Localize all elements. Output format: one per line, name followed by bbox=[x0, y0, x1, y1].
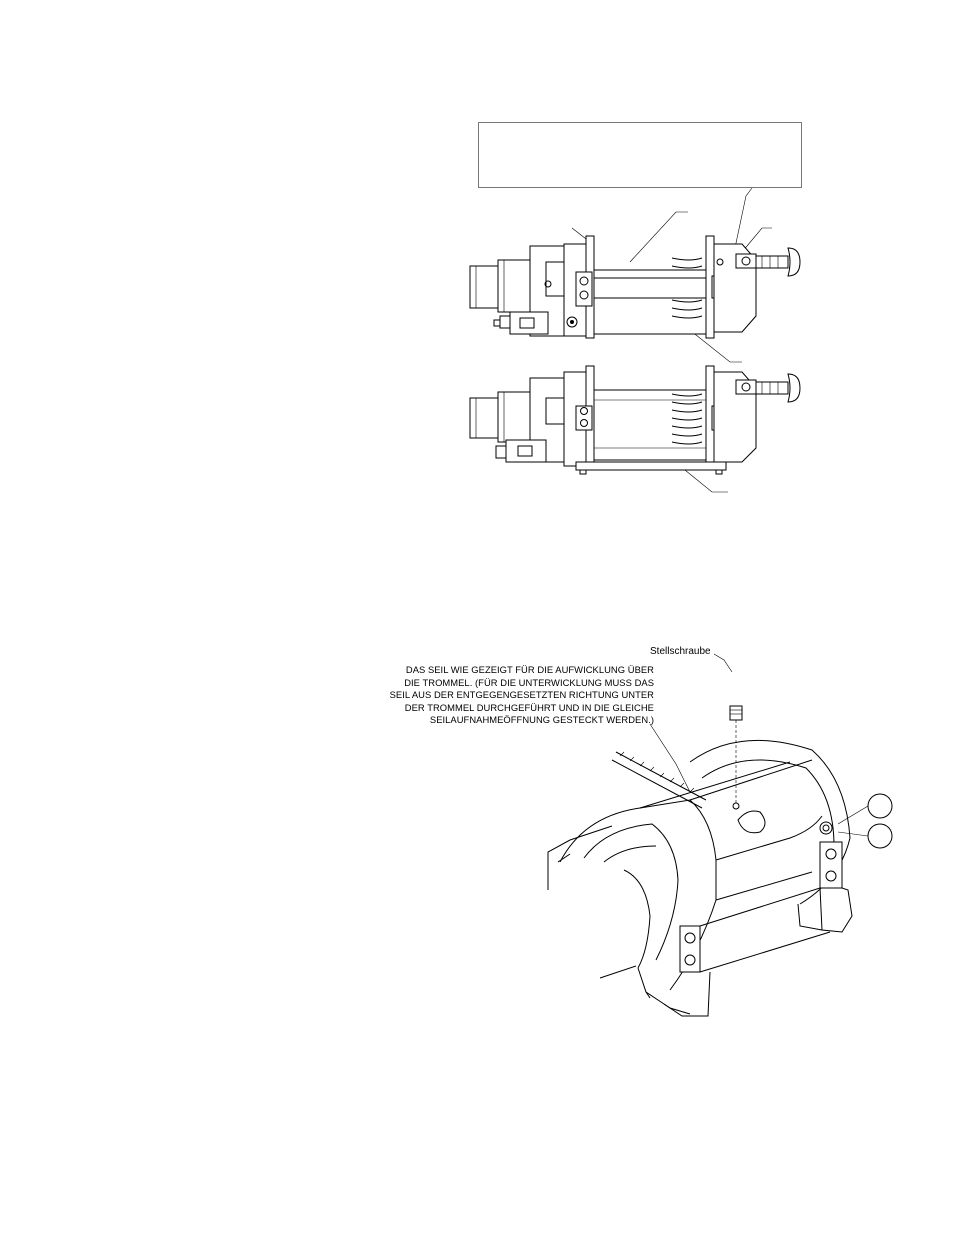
winch-side-view-lower bbox=[470, 366, 800, 492]
callout-circle-1 bbox=[868, 794, 892, 818]
rope-instruction-line-3: SEIL AUS DER ENTGEGENGESETZTEN RICHTUNG UNTER bbox=[389, 689, 654, 701]
set-screw-label: Stellschraube bbox=[650, 646, 711, 657]
winch-side-view-upper bbox=[470, 188, 800, 362]
rope-instruction-note bbox=[340, 664, 654, 727]
set-screw-icon bbox=[730, 706, 742, 720]
rope-anchor-opening bbox=[738, 811, 765, 833]
rope-instruction-line-4: DER TROMMEL DURCHGEFÜHRT UND IN DIE GLEICHE bbox=[404, 701, 654, 713]
rope-instruction-line-5: SEILAUFNAHMEÖFFNUNG GESTECKT WERDEN.) bbox=[429, 714, 654, 726]
callout-circle-2 bbox=[868, 824, 892, 848]
rope-instruction-line-1: DAS SEIL WIE GEZEIGT FÜR DIE AUFWICKLUNG ÜBER bbox=[405, 664, 654, 675]
rope-instruction-line-2: DIE TROMMEL. (FÜR DIE UNTERWICKLUNG MUSS DAS bbox=[404, 676, 654, 688]
bolt-icon bbox=[820, 822, 832, 834]
